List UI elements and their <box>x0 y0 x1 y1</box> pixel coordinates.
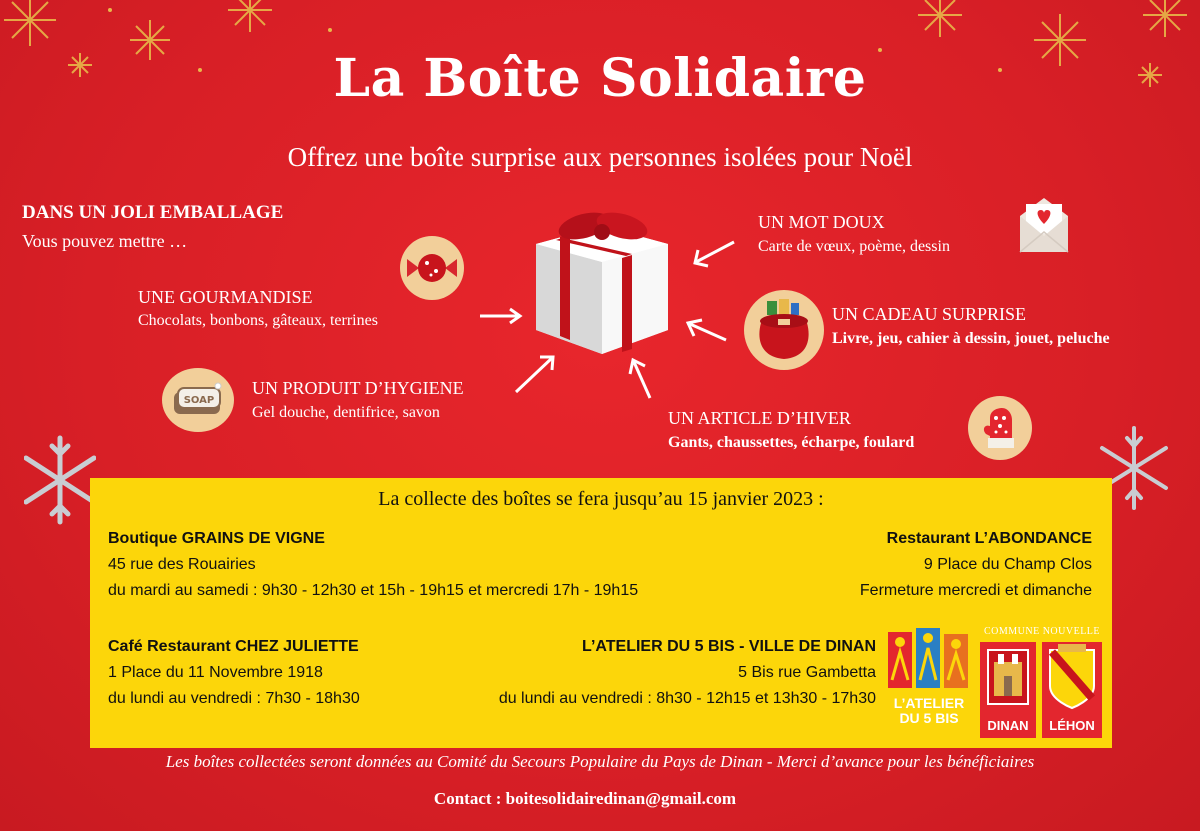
collection-heading: La collecte des boîtes se fera jusqu’au 15 janvier 2023 : <box>378 488 824 510</box>
gift-box-icon <box>522 204 682 360</box>
place-1-address: 45 rue des Rouairies <box>108 556 256 573</box>
dinan-crest <box>980 642 1036 738</box>
candy-icon <box>400 236 464 300</box>
lehon-crest <box>1042 642 1102 738</box>
place-1-hours: du mardi au samedi : 9h30 - 12h30 et 15h - 19h15 et mercredi 17h - 19h15 <box>108 582 639 599</box>
place-2-address: 9 Place du Champ Clos <box>923 556 1092 573</box>
place-3-address: 1 Place du 11 Novembre 1918 <box>108 664 323 681</box>
love-letter-icon <box>1018 194 1070 254</box>
arrow-left-down-icon <box>690 238 738 268</box>
hygiene-desc: Gel douche, dentifrice, savon <box>252 404 440 421</box>
intro-text: Vous pouvez mettre … <box>22 231 188 251</box>
commune-nouvelle-logo <box>978 626 1106 738</box>
hygiene-title: UN PRODUIT D’HYGIENE <box>252 378 464 398</box>
gourmandise-title: UNE GOURMANDISE <box>138 287 313 307</box>
footer-note: Les boîtes collectées seront données au Comité du Secours Populaire du Pays de Dinan - Merci d’avance pour les bénéficiaires <box>165 752 1035 771</box>
arrow-right-icon <box>478 306 524 326</box>
cadeau-title: UN CADEAU SURPRISE <box>832 304 1027 324</box>
gift-sack-icon <box>744 290 824 370</box>
silver-snowflake-left-icon <box>24 432 96 528</box>
place-2-name: Restaurant L’ABONDANCE <box>886 530 1092 547</box>
arrow-up-right-icon <box>512 352 558 396</box>
hiver-title: UN ARTICLE D’HIVER <box>668 408 851 428</box>
lehon-label: LÉHON <box>1049 718 1095 733</box>
collection-points-box <box>90 478 1112 748</box>
hiver-desc: Gants, chaussettes, écharpe, foulard <box>668 434 915 451</box>
arrow-up-left-icon <box>628 356 656 402</box>
gourmandise-desc: Chocolats, bonbons, gâteaux, terrines <box>138 312 378 329</box>
contact-email[interactable]: Contact : boitesolidairedinan@gmail.com <box>433 789 737 808</box>
mot-doux-title: UN MOT DOUX <box>758 212 885 232</box>
place-4-address: 5 Bis rue Gambetta <box>738 664 876 681</box>
svg-text:SOAP: SOAP <box>183 395 215 406</box>
atelier-logo-text-2: DU 5 BIS <box>899 710 959 726</box>
page-title: La Boîte Solidaire <box>333 48 867 109</box>
place-3-hours: du lundi au vendredi : 7h30 - 18h30 <box>108 690 360 707</box>
atelier-logo-text-1: L’ATELIER <box>893 695 965 711</box>
place-4-name: L’ATELIER DU 5 BIS - VILLE DE DINAN <box>582 638 876 655</box>
cadeau-desc: Livre, jeu, cahier à dessin, jouet, peluche <box>832 330 1110 347</box>
place-1-name: Boutique GRAINS DE VIGNE <box>108 530 325 547</box>
atelier-5bis-logo <box>886 628 972 738</box>
soap-icon <box>162 368 234 432</box>
place-3-name: Café Restaurant CHEZ JULIETTE <box>108 638 359 655</box>
commune-header: COMMUNE NOUVELLE <box>983 626 1101 637</box>
mitten-icon <box>968 396 1032 460</box>
mot-doux-desc: Carte de vœux, poème, dessin <box>758 238 950 255</box>
place-4-hours: du lundi au vendredi : 8h30 - 12h15 et 13h30 - 17h30 <box>498 690 876 707</box>
intro-heading: DANS UN JOLI EMBALLAGE <box>22 202 284 223</box>
dinan-label: DINAN <box>987 718 1029 733</box>
subtitle: Offrez une boîte surprise aux personnes isolées pour Noël <box>287 142 913 172</box>
arrow-left-up-icon <box>684 318 730 344</box>
place-2-hours: Fermeture mercredi et dimanche <box>859 582 1092 599</box>
